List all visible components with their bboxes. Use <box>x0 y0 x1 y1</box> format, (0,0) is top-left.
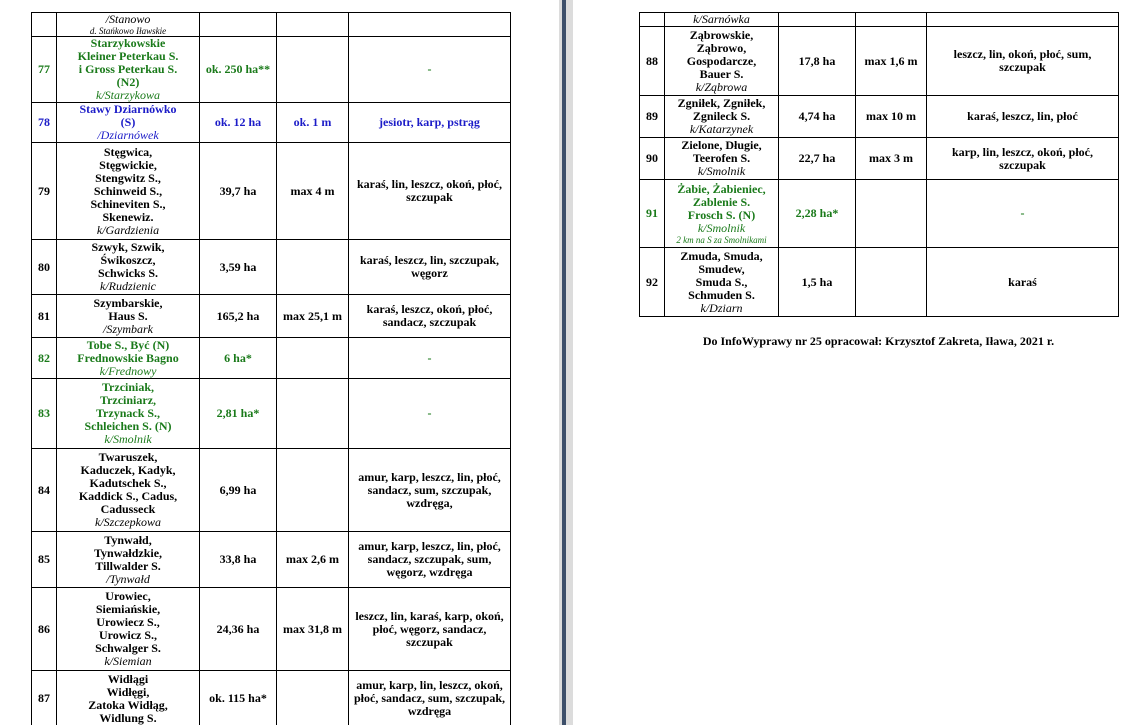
lake-name-line: Starzykowskie <box>90 36 166 50</box>
lake-name-line: Szymbarskie, <box>93 295 163 310</box>
area-cell: 22,7 ha <box>779 138 856 180</box>
lake-name-line: Zablenie S. <box>692 194 751 209</box>
lake-name-line: Schmuden S. <box>688 287 755 302</box>
fish-species-cell: karaś, leszcz, okoń, płoć, sandacz, szczupak <box>349 295 511 338</box>
lake-number-cell: 81 <box>32 295 57 338</box>
table-row <box>32 671 511 725</box>
lake-name-line: Stęgwica, <box>103 144 153 159</box>
area-cell <box>200 13 277 37</box>
fish-species-cell: leszcz, lin, okoń, płoć, sum, szczupak <box>927 27 1119 96</box>
area-cell: 2,81 ha* <box>200 379 277 449</box>
lake-location: k/Rudzienic <box>100 279 156 293</box>
lake-name-line: Urowiec, <box>105 589 151 603</box>
lake-name-cell <box>57 671 200 725</box>
lake-name-cell <box>665 96 779 138</box>
lake-name-line: Cadusseck <box>100 502 156 516</box>
depth-cell <box>277 13 349 37</box>
area-cell: 33,8 ha <box>200 532 277 588</box>
lake-name-line: Trzciniak, <box>101 380 155 394</box>
lake-name-line: Widlung S. <box>99 710 157 725</box>
table-row <box>640 138 1119 180</box>
lake-name-line: Urowiecz S., <box>96 615 160 629</box>
lake-number-cell: 91 <box>640 180 665 248</box>
area-cell: 2,28 ha* <box>779 180 856 248</box>
lake-name-line: Frosch S. (N) <box>687 207 756 222</box>
lake-name-cell <box>57 588 200 671</box>
table-row <box>640 248 1119 317</box>
lake-number-cell: 84 <box>32 449 57 532</box>
lake-name-cell <box>57 143 200 240</box>
fish-species-cell: amur, karp, lin, leszcz, okoń, płoć, sandacz, sum, szczupak, wzdręga <box>349 671 511 725</box>
depth-cell <box>277 240 349 295</box>
lake-name-cell <box>665 180 779 248</box>
area-cell: ok. 115 ha* <box>200 671 277 725</box>
fish-species-cell: leszcz, lin, karaś, karp, okoń, płoć, węgorz, sandacz, szczupak <box>349 588 511 671</box>
lake-location: k/Ząbrowa <box>695 79 748 94</box>
page-gutter <box>559 0 573 725</box>
area-cell: 165,2 ha <box>200 295 277 338</box>
fish-species-cell: jesiotr, karp, pstrąg <box>349 103 511 143</box>
area-cell: 4,74 ha <box>779 96 856 138</box>
table-row <box>32 338 511 379</box>
lake-name-line: Trzynack S., <box>95 406 161 420</box>
lake-number-cell: 83 <box>32 379 57 449</box>
lake-location: k/Smolnik <box>697 220 746 235</box>
lake-location: k/Dziarn <box>700 300 743 315</box>
lake-name-cell <box>57 338 200 379</box>
lake-name-line: Schinweid S., <box>93 183 163 198</box>
lake-name-line: Szwyk, Szwik, <box>91 240 165 254</box>
lakes-table-right <box>639 12 1119 317</box>
table-row <box>640 180 1119 248</box>
lake-number-cell <box>32 13 57 37</box>
fish-species-cell: karaś <box>927 248 1119 317</box>
area-cell: 39,7 ha <box>200 143 277 240</box>
depth-cell <box>277 449 349 532</box>
lake-name-line: (S) <box>120 115 136 129</box>
lake-name-line: Stęgwickie, <box>99 157 157 172</box>
area-cell <box>779 13 856 27</box>
lake-name-cell <box>57 449 200 532</box>
lake-name-line: (N2) <box>116 75 140 89</box>
fish-species-cell: amur, karp, leszcz, lin, płoć, sandacz, szczupak, sum, węgorz, wzdręga <box>349 532 511 588</box>
page-divider <box>562 0 566 725</box>
lake-name-line: Smuda S., <box>695 274 748 289</box>
area-cell: 6 ha* <box>200 338 277 379</box>
fish-species-cell <box>349 13 511 37</box>
lake-name-line: Gospodarcze, <box>686 53 757 68</box>
lake-number-cell: 77 <box>32 37 57 103</box>
table-row <box>32 449 511 532</box>
lake-name-line: Frednowskie Bagno <box>77 350 179 365</box>
lake-location: k/Smolnik <box>104 432 152 446</box>
lake-name-line: Żabie, Żabieniec, <box>677 181 766 196</box>
fish-species-cell: - <box>349 338 511 379</box>
table-row <box>32 37 511 103</box>
lake-number-cell: 89 <box>640 96 665 138</box>
lake-name-line: Stengwitz S., <box>95 170 161 185</box>
fish-species-cell <box>927 13 1119 27</box>
lake-number-cell: 88 <box>640 27 665 96</box>
lake-name-line: Schineviten S., <box>90 196 166 211</box>
lake-name-cell <box>57 13 200 37</box>
table-row <box>640 27 1119 96</box>
lake-location: k/Sarnówka <box>693 12 750 26</box>
lake-name-line: Zmuda, Smuda, <box>680 248 763 263</box>
lake-number-cell: 78 <box>32 103 57 143</box>
depth-cell <box>277 671 349 725</box>
lake-name-cell <box>57 295 200 338</box>
lake-name-line: Skenewiz. <box>102 209 154 224</box>
lakes-table-left <box>31 12 511 725</box>
fish-species-cell: - <box>927 180 1119 248</box>
lake-name-cell <box>57 37 200 103</box>
area-cell: 17,8 ha <box>779 27 856 96</box>
lake-name-line: Stawy Dziarnówko <box>79 102 177 116</box>
lake-note: 2 km na S za Smolnikami <box>676 234 767 245</box>
fish-species-cell: karaś, leszcz, lin, szczupak, węgorz <box>349 240 511 295</box>
lake-name-line: Ząbrowskie, <box>689 27 754 42</box>
lake-name-cell <box>57 532 200 588</box>
area-cell: 1,5 ha <box>779 248 856 317</box>
depth-cell: max 31,8 m <box>277 588 349 671</box>
lake-name-cell <box>665 13 779 27</box>
table-row <box>32 379 511 449</box>
lake-name-line: Zielone, Długie, <box>681 138 762 152</box>
lake-name-cell <box>665 138 779 180</box>
depth-cell: ok. 1 m <box>277 103 349 143</box>
lake-name-line: Zgnileck S. <box>692 109 751 123</box>
lake-location: /Stanowo <box>105 12 151 26</box>
lake-name-line: Bauer S. <box>699 66 744 81</box>
table-row <box>32 143 511 240</box>
table-row <box>640 96 1119 138</box>
footer-credit: Do InfoWyprawy nr 25 opracował: Krzysztof Zakreta, Iława, 2021 r. <box>702 334 1055 348</box>
lake-name-line: Trzciniarz, <box>99 393 157 407</box>
lake-location: k/Smolnik <box>697 164 746 178</box>
fish-species-cell: - <box>349 37 511 103</box>
lake-location: /Szymbark <box>103 321 153 336</box>
lake-name-line: Zatoka Widłąg, <box>88 697 168 712</box>
lake-name-line: Tillwalder S. <box>95 558 161 573</box>
depth-cell <box>856 180 927 248</box>
lake-name-cell <box>57 240 200 295</box>
area-cell: ok. 12 ha <box>200 103 277 143</box>
lake-note: d. Stańkowo Iławskie <box>89 26 167 36</box>
lake-name-line: Tobe S., Być (N) <box>86 337 170 352</box>
depth-cell: max 4 m <box>277 143 349 240</box>
area-cell: ok. 250 ha** <box>200 37 277 103</box>
area-cell: 6,99 ha <box>200 449 277 532</box>
lake-name-line: Kaddick S., Cadus, <box>78 489 178 503</box>
fish-species-cell: - <box>349 379 511 449</box>
fish-species-cell: karaś, leszcz, lin, płoć <box>927 96 1119 138</box>
lake-location: k/Szczepkowa <box>95 515 161 529</box>
depth-cell <box>856 13 927 27</box>
lake-location: k/Siemian <box>104 654 152 668</box>
table-row <box>32 588 511 671</box>
lake-location: /Tynwałd <box>106 571 150 586</box>
lake-name-line: Teerofen S. <box>692 151 751 165</box>
lake-location: k/Gardzienia <box>96 222 160 237</box>
lake-name-cell <box>57 379 200 449</box>
lake-number-cell: 82 <box>32 338 57 379</box>
fish-species-cell: karaś, lin, leszcz, okoń, płoć, szczupak <box>349 143 511 240</box>
lake-name-line: Smudew, <box>698 261 745 276</box>
lake-number-cell: 79 <box>32 143 57 240</box>
table-row <box>640 13 1119 27</box>
lake-name-line: Schwicks S. <box>97 266 159 280</box>
lake-name-line: Widłęgi, <box>106 684 150 699</box>
lake-number-cell: 86 <box>32 588 57 671</box>
depth-cell <box>277 379 349 449</box>
lake-name-line: Twaruszek, <box>98 450 158 464</box>
depth-cell: max 25,1 m <box>277 295 349 338</box>
lake-number-cell: 87 <box>32 671 57 725</box>
lake-name-line: Tynwałdzkie, <box>93 545 163 560</box>
depth-cell <box>856 248 927 317</box>
table-row <box>32 103 511 143</box>
lake-name-cell <box>665 27 779 96</box>
depth-cell <box>277 338 349 379</box>
page-right <box>573 0 1143 725</box>
lake-location: k/Starzykowa <box>96 88 160 102</box>
depth-cell: max 2,6 m <box>277 532 349 588</box>
lake-location: k/Katarzynek <box>689 122 754 136</box>
lake-name-line: i Gross Peterkau S. <box>78 62 178 76</box>
table-row <box>32 532 511 588</box>
lake-name-line: Kadutschek S., <box>89 476 167 490</box>
lake-number-cell: 85 <box>32 532 57 588</box>
fish-species-cell: amur, karp, leszcz, lin, płoć, sandacz, sum, szczupak, wzdręga, <box>349 449 511 532</box>
area-cell: 3,59 ha <box>200 240 277 295</box>
lake-name-line: Ząbrowo, <box>696 40 747 55</box>
lake-name-line: Siemiańskie, <box>95 602 161 616</box>
page-left <box>0 0 559 725</box>
lake-name-line: Widłągi <box>107 671 149 686</box>
table-row <box>32 13 511 37</box>
lake-name-line: Kleiner Peterkau S. <box>77 49 179 63</box>
lake-location: /Dziarnówek <box>97 128 159 142</box>
lake-location: k/Frednowy <box>99 363 157 378</box>
lake-name-line: Urowicz S., <box>98 628 158 642</box>
lake-number-cell <box>640 13 665 27</box>
lake-number-cell: 92 <box>640 248 665 317</box>
lake-name-line: Tynwałd, <box>104 532 152 547</box>
lake-name-line: Zgniłek, Zgniłek, <box>677 96 766 110</box>
lake-name-cell <box>665 248 779 317</box>
depth-cell: max 10 m <box>856 96 927 138</box>
area-cell: 24,36 ha <box>200 588 277 671</box>
table-row <box>32 240 511 295</box>
depth-cell: max 3 m <box>856 138 927 180</box>
lake-number-cell: 90 <box>640 138 665 180</box>
lake-name-line: Świkoszcz, <box>100 253 156 267</box>
lake-name-line: Schwalger S. <box>95 641 161 655</box>
lake-name-line: Kaduczek, Kadyk, <box>80 463 176 477</box>
lake-number-cell: 80 <box>32 240 57 295</box>
fish-species-cell: karp, lin, leszcz, okoń, płoć, szczupak <box>927 138 1119 180</box>
lake-name-cell <box>57 103 200 143</box>
depth-cell <box>277 37 349 103</box>
lake-name-line: Schleichen S. (N) <box>84 419 172 433</box>
depth-cell: max 1,6 m <box>856 27 927 96</box>
lake-name-line: Haus S. <box>108 308 148 323</box>
table-row <box>32 295 511 338</box>
